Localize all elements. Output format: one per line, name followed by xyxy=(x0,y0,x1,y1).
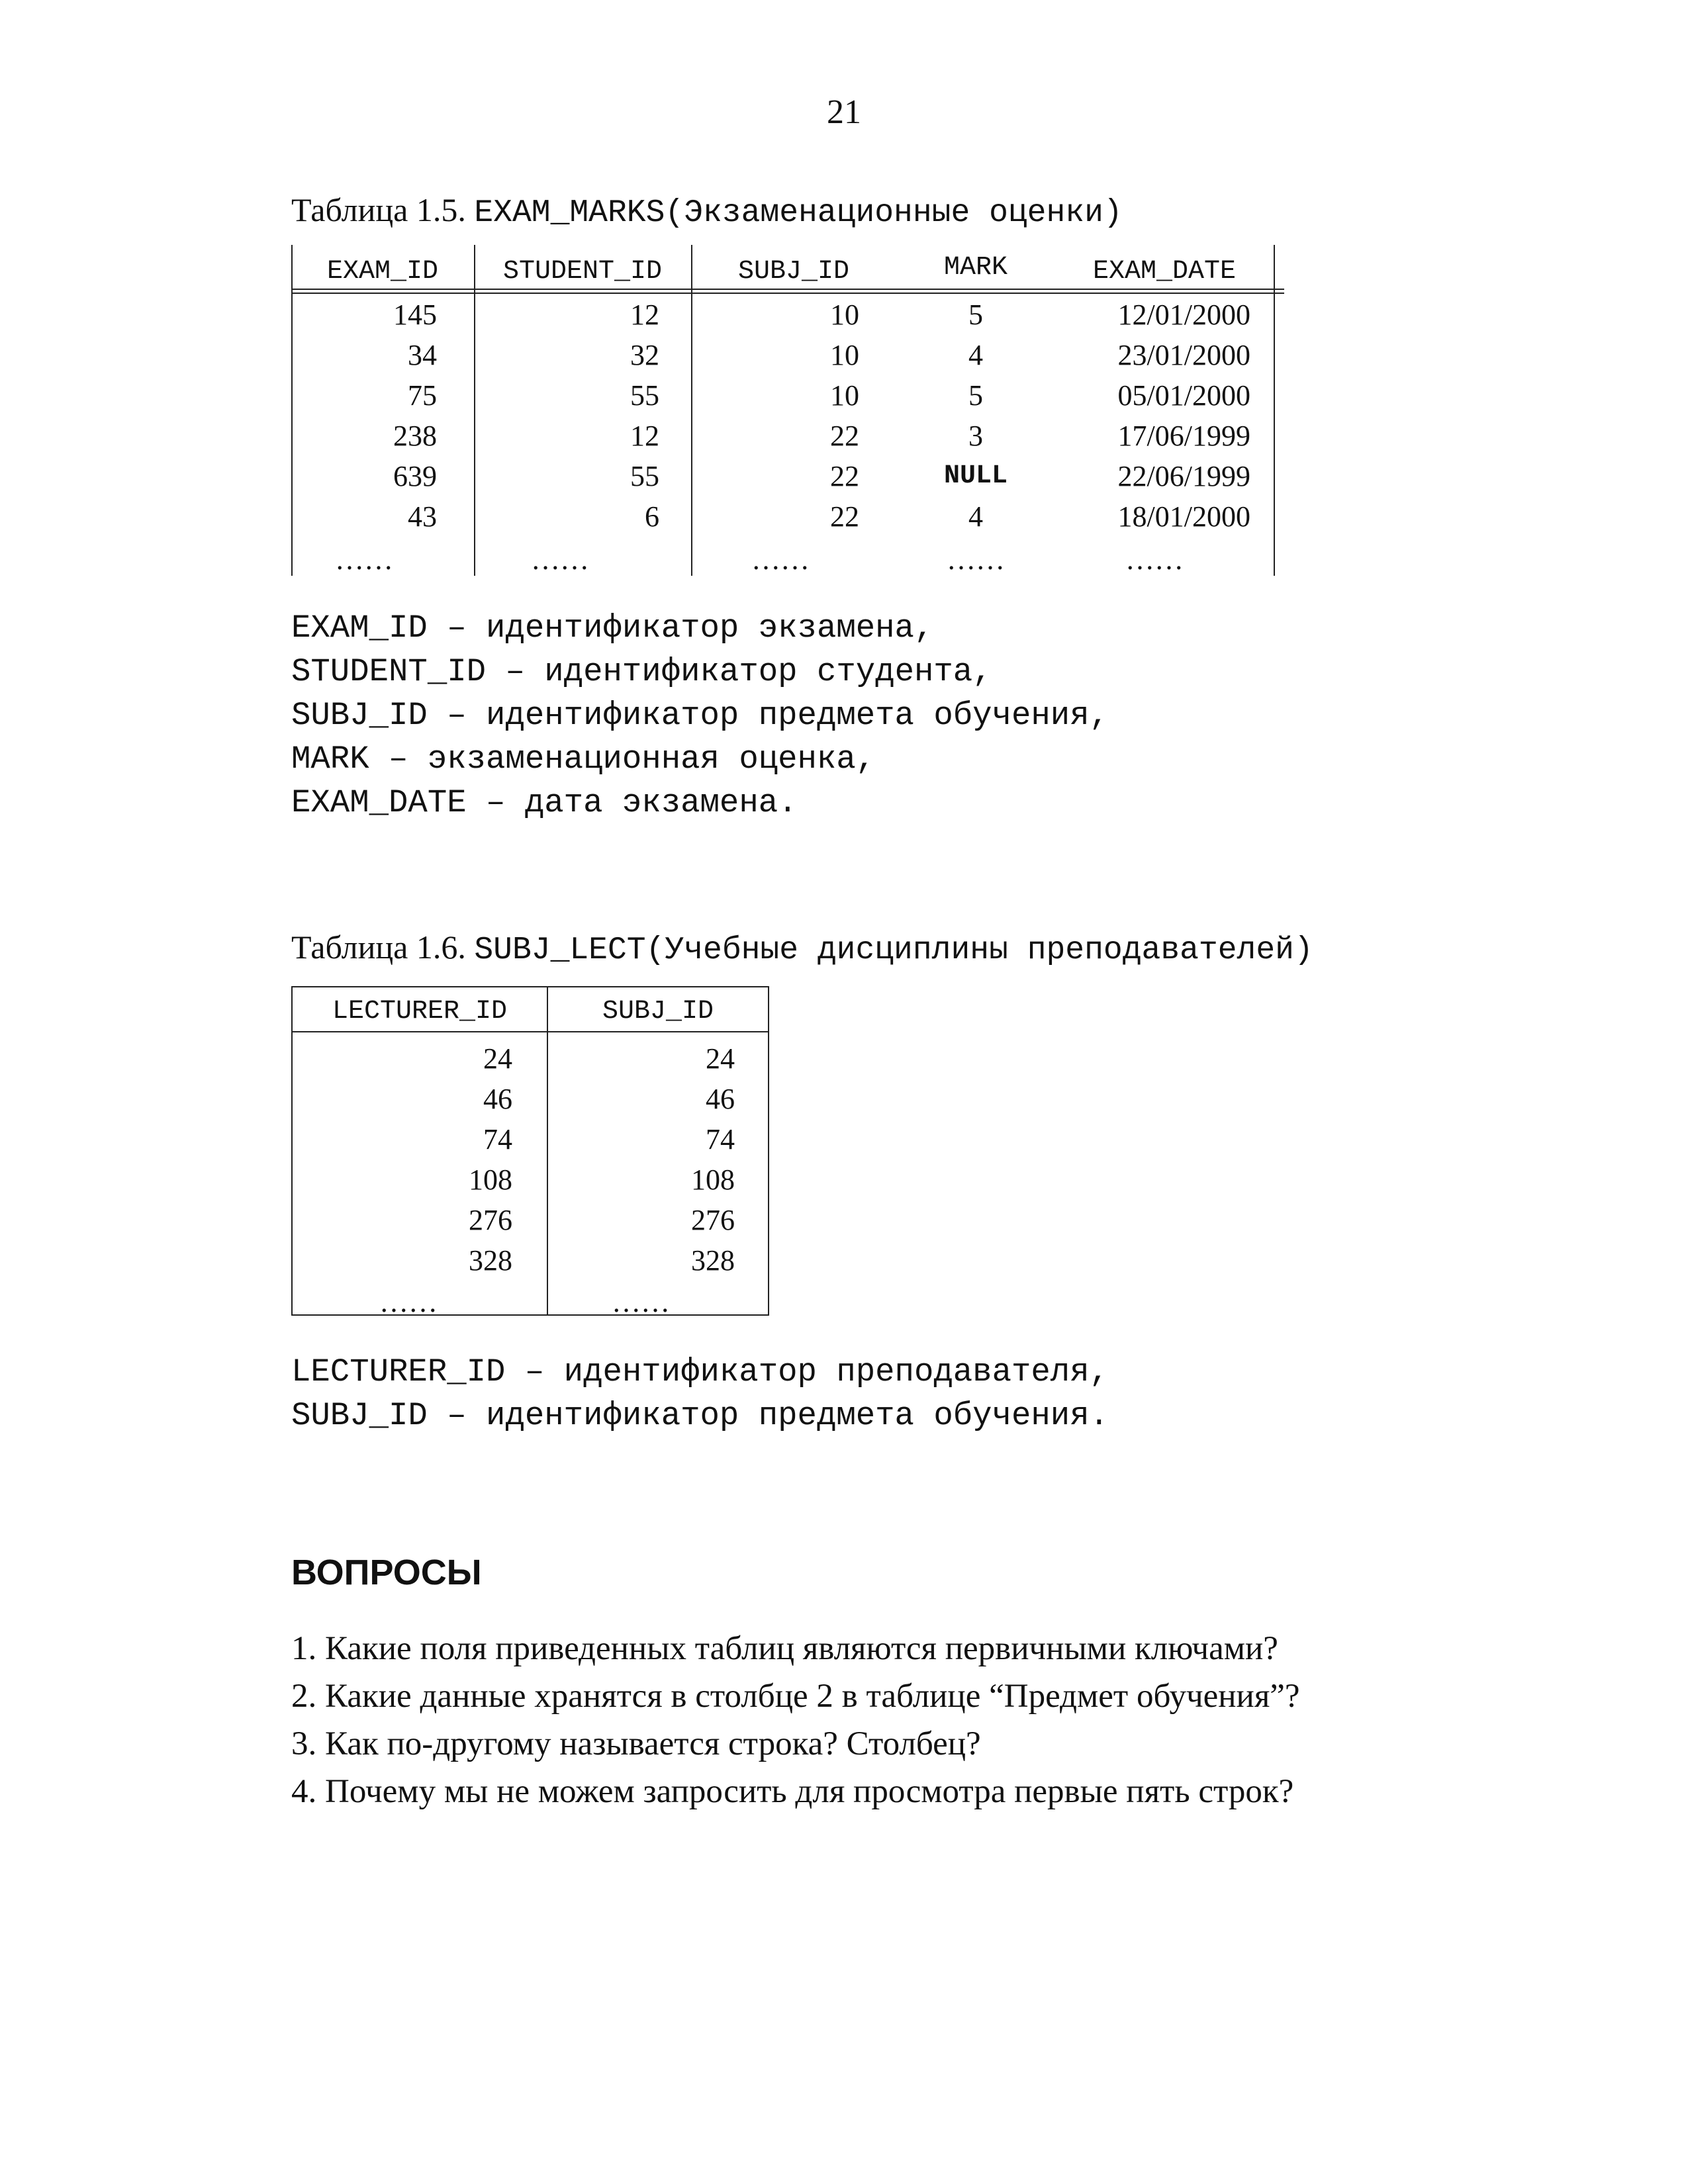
cell-mark: 4 xyxy=(968,500,983,533)
cell-ellipsis: …… xyxy=(1125,543,1184,576)
cell-ellipsis: …… xyxy=(379,1286,438,1318)
table-1-5-field-descriptions xyxy=(291,606,1109,825)
field-description: EXAM_ID – идентификатор экзамена, xyxy=(291,610,934,647)
cell-exam-id: 34 xyxy=(408,339,437,371)
field-description: MARK – экзаменационная оценка, xyxy=(291,741,876,778)
cell-subj-id: 10 xyxy=(830,379,859,412)
questions-heading: ВОПРОСЫ xyxy=(291,1553,482,1592)
column-header-subj-id: SUBJ_ID xyxy=(602,997,714,1026)
cell-ellipsis: …… xyxy=(531,543,589,576)
cell-subj-id: 22 xyxy=(830,500,859,533)
field-description: SUBJ_ID – идентификатор предмета обучения, xyxy=(291,697,1109,734)
table-1-6-caption xyxy=(291,928,1313,968)
cell-exam-date: 18/01/2000 xyxy=(1117,500,1250,533)
cell-subj-id: 74 xyxy=(706,1123,735,1156)
question-item: 3. Как по-другому называется строка? Столбец? xyxy=(291,1725,981,1762)
table-1-5-caption xyxy=(291,191,1123,231)
cell-subj-id: 22 xyxy=(830,420,859,452)
cell-exam-id: 75 xyxy=(408,379,437,412)
cell-ellipsis: …… xyxy=(335,543,393,576)
column-header-student-id: STUDENT_ID xyxy=(502,257,663,287)
cell-exam-id: 145 xyxy=(393,298,437,331)
field-description: EXAM_DATE – дата экзамена. xyxy=(291,784,798,821)
cell-student-id: 32 xyxy=(630,339,659,371)
column-header-exam-id: EXAM_ID xyxy=(326,257,439,287)
cell-ellipsis: …… xyxy=(751,543,810,576)
cell-lecturer-id: 46 xyxy=(483,1083,512,1115)
field-description: LECTURER_ID – идентификатор преподавателя, xyxy=(291,1353,1109,1390)
field-description: STUDENT_ID – идентификатор студента, xyxy=(291,653,992,690)
cell-exam-date: 23/01/2000 xyxy=(1117,339,1250,371)
caption-prefix: Таблица 1.6. xyxy=(291,929,466,966)
cell-exam-id: 43 xyxy=(408,500,437,533)
caption-description: (Экзаменационные оценки) xyxy=(665,195,1123,231)
column-header-exam-date: EXAM_DATE xyxy=(1092,257,1237,287)
cell-exam-id: 639 xyxy=(393,460,437,492)
column-header-mark: MARK xyxy=(943,253,1008,283)
cell-lecturer-id: 328 xyxy=(469,1244,512,1277)
cell-student-id: 55 xyxy=(630,379,659,412)
question-item: 1. Какие поля приведенных таблиц являются первичными ключами? xyxy=(291,1630,1278,1667)
column-header-subj-id: SUBJ_ID xyxy=(737,257,850,287)
cell-exam-date: 22/06/1999 xyxy=(1117,460,1250,492)
cell-ellipsis: …… xyxy=(947,543,1005,576)
cell-mark: 5 xyxy=(968,298,983,331)
cell-mark: 5 xyxy=(968,379,983,412)
cell-exam-date: 05/01/2000 xyxy=(1117,379,1250,412)
caption-prefix: Таблица 1.5. xyxy=(291,191,466,228)
cell-subj-id: 10 xyxy=(830,298,859,331)
exam-marks-table xyxy=(291,245,1284,576)
cell-subj-id: 22 xyxy=(830,460,859,492)
cell-student-id: 6 xyxy=(645,500,659,533)
cell-exam-id: 238 xyxy=(393,420,437,452)
caption-table-name: SUBJ_LECT xyxy=(474,933,646,968)
caption-description: (Учебные дисциплины преподавателей) xyxy=(645,933,1313,968)
cell-lecturer-id: 108 xyxy=(469,1163,512,1196)
question-item: 2. Какие данные хранятся в столбце 2 в таблице “Предмет обучения”? xyxy=(291,1678,1300,1715)
cell-subj-id: 328 xyxy=(691,1244,735,1277)
cell-student-id: 55 xyxy=(630,460,659,492)
subj-lect-table xyxy=(291,986,769,1316)
cell-subj-id: 10 xyxy=(830,339,859,371)
column-header-lecturer-id: LECTURER_ID xyxy=(332,997,508,1026)
cell-mark: 4 xyxy=(968,339,983,371)
page-number: 21 xyxy=(827,93,861,131)
cell-mark: 3 xyxy=(968,420,983,452)
cell-exam-date: 17/06/1999 xyxy=(1117,420,1250,452)
caption-table-name: EXAM_MARKS xyxy=(474,195,665,231)
cell-subj-id: 276 xyxy=(691,1204,735,1236)
cell-subj-id: 46 xyxy=(706,1083,735,1115)
cell-lecturer-id: 74 xyxy=(483,1123,512,1156)
cell-ellipsis: …… xyxy=(612,1286,670,1318)
cell-lecturer-id: 24 xyxy=(483,1042,512,1075)
cell-subj-id: 108 xyxy=(691,1163,735,1196)
cell-student-id: 12 xyxy=(630,420,659,452)
cell-subj-id: 24 xyxy=(706,1042,735,1075)
table-1-6-field-descriptions xyxy=(291,1350,1109,1437)
cell-mark: NULL xyxy=(943,461,1008,491)
cell-lecturer-id: 276 xyxy=(469,1204,512,1236)
field-description: SUBJ_ID – идентификатор предмета обучения. xyxy=(291,1397,1109,1434)
cell-exam-date: 12/01/2000 xyxy=(1117,298,1250,331)
question-item: 4. Почему мы не можем запросить для просмотра первые пять строк? xyxy=(291,1773,1294,1810)
cell-student-id: 12 xyxy=(630,298,659,331)
